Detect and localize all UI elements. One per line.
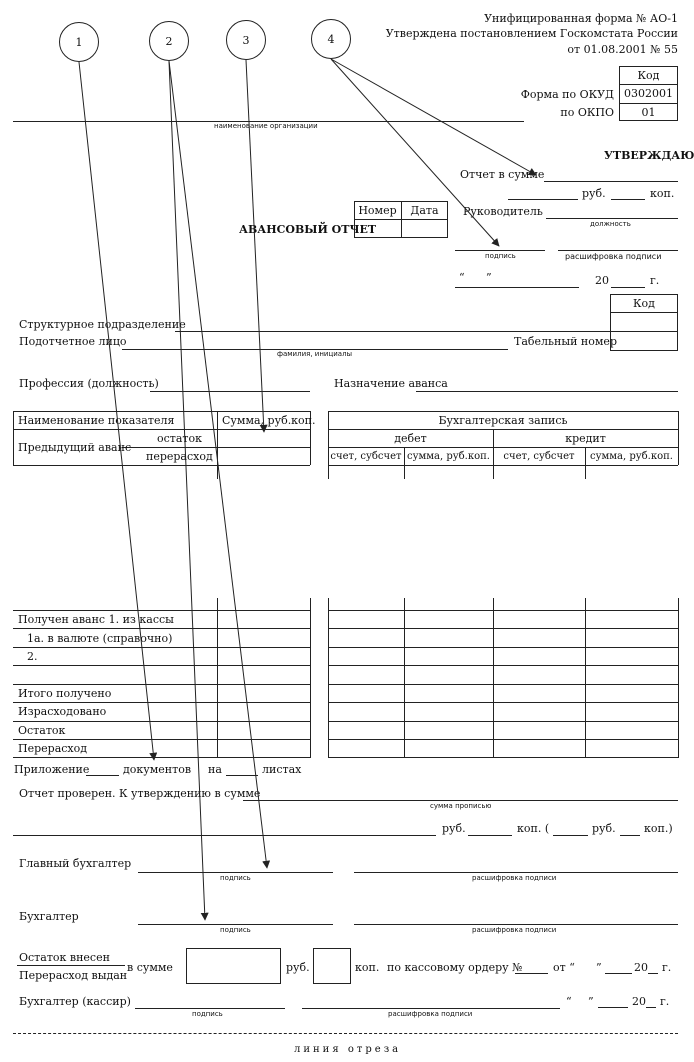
- person-code-header: Код: [633, 296, 655, 310]
- cash-quote-close: ”: [596, 961, 602, 974]
- arrow-4a: [331, 59, 536, 175]
- prev-advance-label: Предыдущий аванс: [18, 441, 132, 454]
- accountant-signature-caption: подпись: [220, 926, 251, 934]
- credit-account-header: счет, субсчет: [503, 450, 575, 462]
- accountant-label: Бухгалтер: [19, 910, 79, 923]
- accountant-decoding-caption: расшифровка подписи: [472, 926, 557, 934]
- approve-signature-caption: подпись: [485, 252, 516, 260]
- callout-circle-2: 2: [149, 21, 189, 61]
- cashier-signature-caption: подпись: [192, 1010, 223, 1018]
- chief-accountant-label: Главный бухгалтер: [19, 857, 132, 870]
- fio-caption: фамилия, инициалы: [277, 350, 353, 358]
- overrun-label: перерасход: [146, 450, 213, 463]
- debit-sum-header: сумма, руб.коп.: [407, 450, 490, 462]
- balance-deposited-label: Остаток внесен: [19, 951, 110, 964]
- overrun-paid-label: Перерасход выдан: [19, 969, 128, 982]
- date-header: Дата: [410, 203, 439, 217]
- okpo-label: по ОКПО: [560, 106, 614, 119]
- arrow-3: [246, 60, 264, 432]
- okud-label: Форма по ОКУД: [520, 88, 614, 101]
- balance-label: остаток: [157, 432, 203, 445]
- org-caption: наименование организации: [214, 122, 318, 130]
- approve-title: УТВЕРЖДАЮ: [604, 149, 694, 162]
- position-caption: должность: [590, 220, 631, 228]
- cash-rub: руб.: [286, 961, 310, 974]
- form-name: Унифицированная форма № АО-1: [484, 12, 678, 25]
- col-sum-header: Сумма, руб.коп.: [222, 414, 316, 427]
- row-total-received: Итого получено: [18, 687, 112, 700]
- verified-kop-open: коп. (: [517, 822, 550, 835]
- approve-decoding-caption: расшифровка подписи: [565, 252, 662, 261]
- row-2: 2.: [27, 650, 38, 663]
- approved-by: Утверждена постановлением Госкомстата России: [385, 27, 678, 40]
- verified-text: Отчет проверен. К утверждению в сумме: [19, 787, 261, 800]
- approve-quote-close: ”: [486, 271, 492, 284]
- row-balance: Остаток: [18, 724, 66, 737]
- rub-box: [186, 948, 281, 984]
- report-title: АВАНСОВЫЙ ОТЧЕТ: [239, 223, 377, 236]
- approved-date: от 01.08.2001 № 55: [567, 43, 678, 56]
- cash-year-suffix: г.: [662, 961, 672, 974]
- callout-circle-4: 4: [311, 19, 351, 59]
- row-spent: Израсходовано: [18, 705, 107, 718]
- purpose-label: Назначение аванса: [334, 377, 448, 390]
- cashier-quote-open: “: [566, 995, 572, 1008]
- profession-label: Профессия (должность): [19, 377, 159, 390]
- credit-header: кредит: [565, 431, 606, 445]
- cash-order: по кассовому ордеру №: [387, 961, 523, 974]
- row-received-cash: Получен аванс 1. из кассы: [18, 613, 174, 626]
- attachment-on: на: [208, 763, 222, 776]
- cashier-year: 20: [632, 995, 646, 1008]
- sum-label: Отчет в сумме: [460, 168, 545, 181]
- chief-decoding-caption: расшифровка подписи: [472, 874, 557, 882]
- approve-year: 20: [595, 274, 609, 287]
- sum-words-caption: сумма прописью: [430, 802, 492, 810]
- approve-kop: коп.: [650, 187, 675, 200]
- debit-header: дебет: [394, 431, 427, 445]
- credit-sum-header: сумма, руб.коп.: [590, 450, 673, 462]
- debit-account-header: счет, субсчет: [330, 450, 402, 462]
- callout-circle-1: 1: [59, 22, 99, 62]
- cashier-decoding-caption: расшифровка подписи: [388, 1010, 473, 1018]
- cashier-quote-close: ”: [588, 995, 594, 1008]
- cut-line-label: линия отреза: [294, 1044, 402, 1055]
- cash-from: от “: [553, 961, 575, 974]
- accounting-entry-header: Бухгалтерская запись: [438, 413, 568, 427]
- attachment-label: Приложение: [14, 763, 90, 776]
- cashier-label: Бухгалтер (кассир): [19, 995, 131, 1008]
- approve-quote-open: “: [459, 271, 465, 284]
- approve-rub: руб.: [582, 187, 606, 200]
- number-header: Номер: [358, 203, 397, 217]
- row-currency: 1а. в валюте (справочно): [27, 632, 173, 645]
- in-amount-label: в сумме: [127, 961, 173, 974]
- kop-box: [313, 948, 351, 984]
- head-label: Руководитель: [463, 205, 543, 218]
- approve-year-suffix: г.: [650, 274, 660, 287]
- codes-header: Код: [637, 68, 660, 82]
- verified-kop-close: коп.): [644, 822, 673, 835]
- attachment-documents: документов: [123, 763, 192, 776]
- verified-rub: руб.: [442, 822, 466, 835]
- verified-rub2: руб.: [592, 822, 616, 835]
- okud-value: 0302001: [624, 87, 673, 100]
- cashier-year-suffix: г.: [660, 995, 670, 1008]
- cut-line: [13, 1033, 678, 1034]
- cash-year: 20: [634, 961, 648, 974]
- callout-circle-3: 3: [226, 20, 266, 60]
- attachment-sheets: листах: [262, 763, 302, 776]
- tab-number-label: Табельный номер: [514, 335, 617, 348]
- cash-kop: коп.: [355, 961, 380, 974]
- division-label: Структурное подразделение: [19, 318, 186, 331]
- row-overrun: Перерасход: [18, 742, 88, 755]
- okpo-value: 01: [641, 105, 656, 119]
- chief-signature-caption: подпись: [220, 874, 251, 882]
- col-name-header: Наименование показателя: [18, 414, 175, 427]
- accountable-label: Подотчетное лицо: [19, 335, 127, 348]
